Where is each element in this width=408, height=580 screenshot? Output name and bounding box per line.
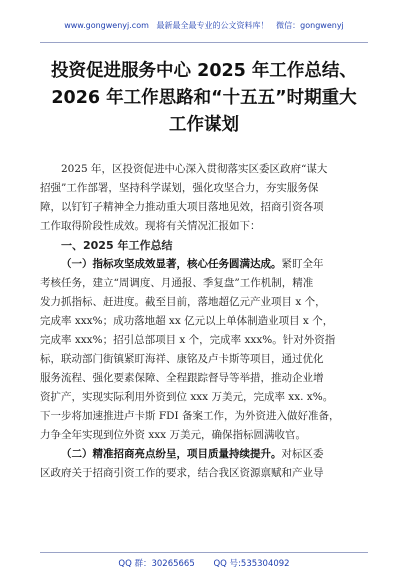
paragraph-line: 招强”工作部署，坚持科学谋划，强化攻坚合力，夯实服务保 xyxy=(40,182,319,194)
footer-qq-group: QQ 群：30265665 xyxy=(118,559,195,569)
header-bar xyxy=(0,20,408,31)
subsection-heading: （一）指标攻坚成效显著，核心任务圆满达成。 xyxy=(61,258,282,270)
paragraph-line: 标，联动部门街镇紧盯海祥、康铭及卢卡斯等项目，通过优化 xyxy=(40,353,324,365)
header-slogan: 最新最全最专业的公文资料库！ xyxy=(156,21,269,30)
paragraph-line: 下一步将加速推进卢卡斯 FDI 备案工作，为外资进入做好准备， xyxy=(40,410,340,422)
paragraph-line: 资扩产，实现实际利用外资到位 xxx 万美元，完成率 xx. x%。 xyxy=(40,391,334,403)
document-title xyxy=(40,58,368,139)
paragraph-line xyxy=(40,255,372,274)
footer-bar xyxy=(0,557,408,569)
paragraph-line: 区政府关于招商引资工作的要求，结合我区资源禀赋和产业导 xyxy=(40,467,324,479)
paragraph-text: 紧盯全年 xyxy=(281,258,324,270)
paragraph-line: 2025 年，区投资促进中心深入贯彻落实区委区政府“谋大 xyxy=(61,163,328,175)
paragraph-line: 工作取得阶段性成效。现将有关情况汇报如下： xyxy=(40,220,261,232)
paragraph-line: 考核任务，建立“周调度、月通报、季复盘”工作机制，精准 xyxy=(40,277,314,289)
header-wechat: 微信：gongwenyj xyxy=(276,21,344,30)
footer-divider xyxy=(40,552,368,553)
title-line: 工作谋划 xyxy=(169,115,239,135)
subsection-heading: （二）精准招商亮点纷呈，项目质量持续提升。 xyxy=(61,448,282,460)
document-body xyxy=(40,160,372,483)
paragraph-text: 对标区委 xyxy=(281,448,324,460)
footer-qq-number: QQ 号:535304092 xyxy=(213,559,290,569)
paragraph-line: 障，以钉钉子精神全力推动重大项目落地见效，招商引资各项 xyxy=(40,201,324,213)
title-line: 2026 年工作思路和“十五五”时期重大 xyxy=(51,88,357,108)
paragraph-line: 力争全年实现到位外资 xxx 万美元，确保指标圆满收官。 xyxy=(40,429,306,441)
header-divider xyxy=(40,42,368,43)
title-line: 投资促进服务中心 2025 年工作总结、 xyxy=(51,61,357,81)
header-site: www.gongwenyj.com xyxy=(64,21,149,30)
paragraph-line: 发力抓指标、赶进度。截至目前，落地超亿元产业项目 x 个， xyxy=(40,296,326,308)
paragraph-line: 完成率 xxx%；招引总部项目 x 个，完成率 xxx%。针对外资指 xyxy=(40,334,336,346)
paragraph-line xyxy=(40,445,372,464)
paragraph-line: 完成率 xxx%；成功落地超 xx 亿元以上单体制造业项目 x 个， xyxy=(40,315,334,327)
section-heading: 一、2025 年工作总结 xyxy=(61,239,173,252)
paragraph-line: 服务流程、强化要素保障、全程跟踪督导等举措，推动企业增 xyxy=(40,372,324,384)
